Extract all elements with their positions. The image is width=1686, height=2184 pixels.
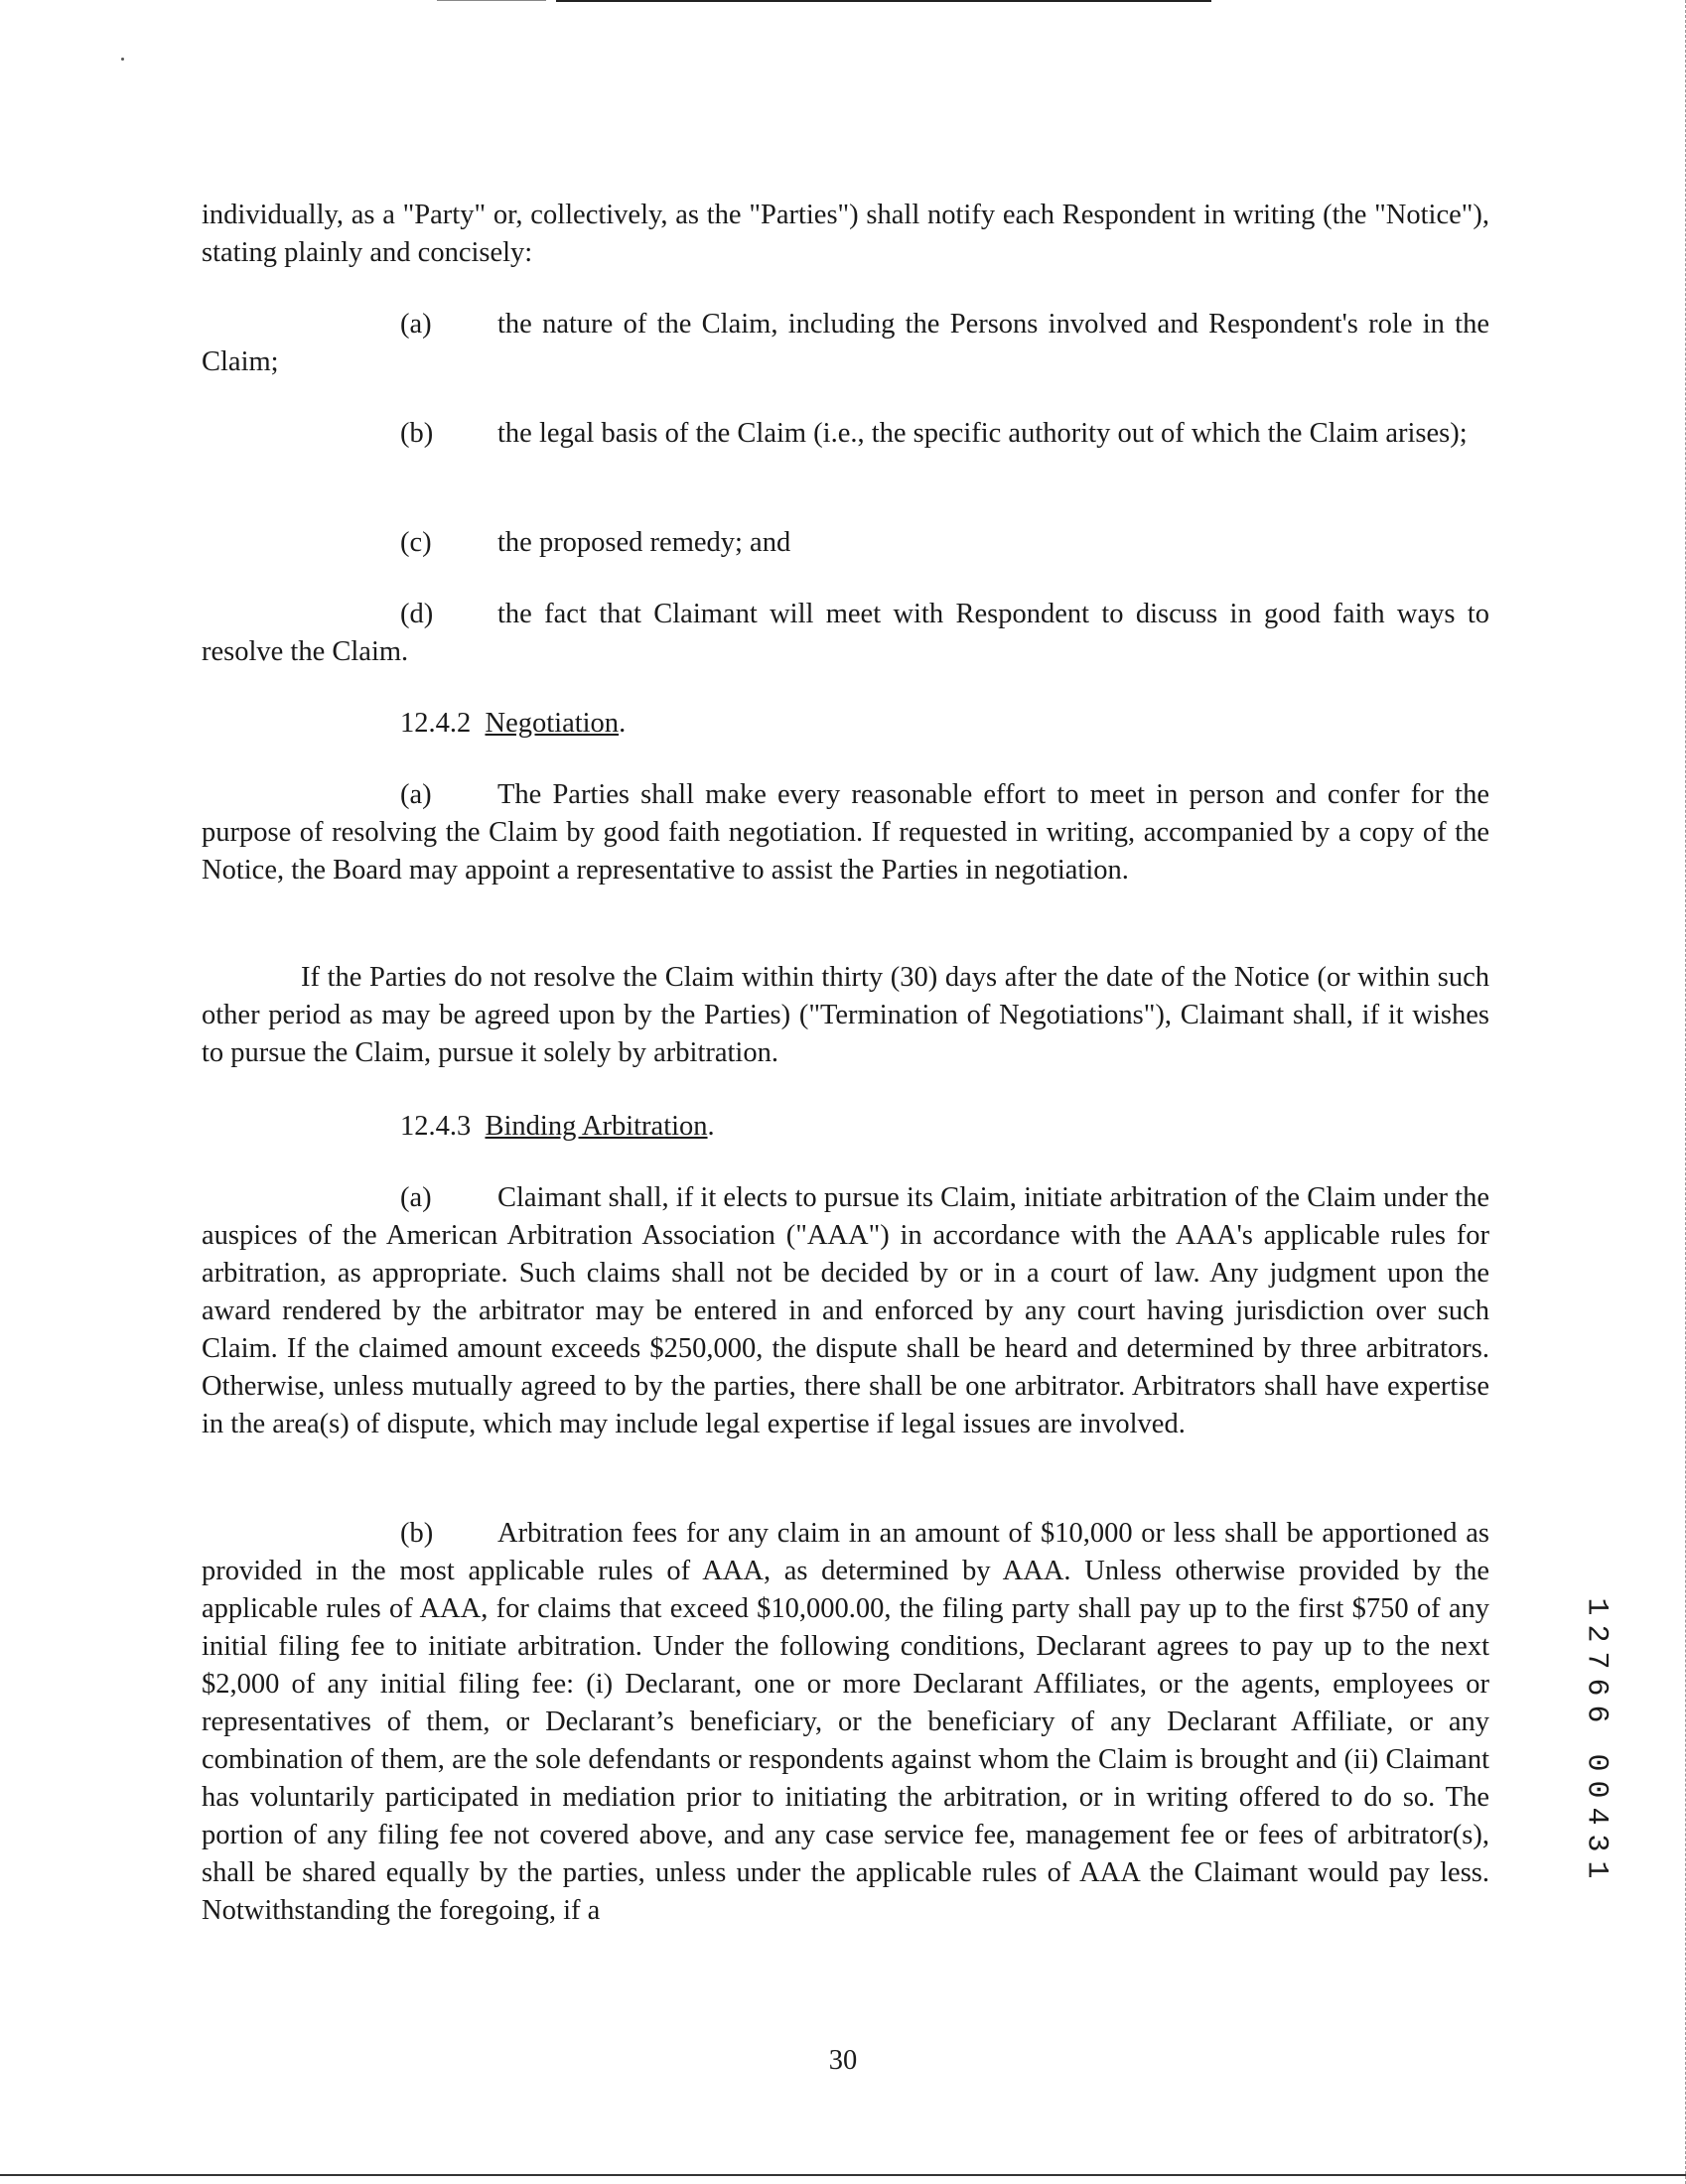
margin-digit: 0 — [1579, 1780, 1614, 1799]
page-number: 30 — [828, 2045, 858, 2076]
section-number: 12.4.2 — [400, 708, 472, 739]
item-text: Arbitration fees for any claim in an amount of $10,000 or less shall be apportioned as provided in the most applicable rules of AAA, as determined by AAA. Unless otherwise provided by the applicable rules of AAA, for claims that exceed $10,000.00, the filing party shall pay up to the first $750 of any initial filing fee to initiate arbitration. Under the following conditions, Declarant agrees to pay up to the next $2,000 of any initial filing fee: (i) Declarant, one or more Declarant Affiliates, or the agents, employees or representatives of them, or Declarant’s beneficiary, or the beneficiary of any Declarant Affiliate, or any combination of them, are the sole defendants or respondents against whom the Claim is brought and (ii) Claimant has voluntarily participated in mediation prior to initiating the arbitration, or in writing offered to do so. The portion of any filing fee not covered above, and any case service fee, management fee or fees of arbitrator(s), shall be shared equally by the parties, unless under the applicable rules of AAA the Claimant would pay less. Notwithstanding the foregoing, if a — [202, 1518, 1489, 1926]
notice-item-a — [202, 306, 1489, 381]
arbitration-item-b — [202, 1515, 1489, 1930]
intro-paragraph: individually, as a "Party" or, collectively, as the "Parties") shall notify each Respondent in writing (the "Notice"), stating plainly and concisely: — [202, 200, 1489, 268]
item-label: (b) — [400, 418, 434, 449]
margin-digit: 2 — [1579, 1624, 1614, 1643]
section-title: Binding Arbitration — [485, 1111, 708, 1142]
item-label: (a) — [400, 1182, 432, 1213]
notice-item-c — [202, 524, 1489, 562]
item-label: (c) — [400, 527, 432, 558]
section-title: Negotiation — [485, 708, 620, 739]
item-text: the fact that Claimant will meet with Respondent to discuss in good faith ways to resolve the Claim. — [202, 599, 1489, 667]
negotiation-item-a — [202, 776, 1489, 889]
margin-digit: 0 — [1579, 1753, 1614, 1772]
margin-digit: 6 — [1579, 1705, 1614, 1723]
scan-artifact-bottom-line — [0, 2174, 1686, 2176]
margin-digit: 6 — [1579, 1678, 1614, 1697]
item-label: (b) — [400, 1518, 434, 1549]
notice-item-d — [202, 596, 1489, 671]
notice-item-b — [202, 415, 1489, 453]
margin-digit: 4 — [1579, 1807, 1614, 1826]
termination-paragraph: If the Parties do not resolve the Claim within thirty (30) days after the date of the Notice (or within such other period as may be agreed upon by the Parties) ("Termination of Negotiations"), Claimant shall, if it wishes to pursue the Claim, pursue it solely by arbitration. — [202, 962, 1489, 1068]
item-text: the nature of the Claim, including the Persons involved and Respondent's role in the Claim; — [202, 309, 1489, 377]
item-label: (d) — [400, 599, 434, 629]
item-text: the legal basis of the Claim (i.e., the specific authority out of which the Claim arises); — [497, 418, 1468, 449]
margin-digit: 1 — [1579, 1597, 1614, 1616]
scan-speck — [121, 58, 124, 61]
item-label: (a) — [400, 309, 432, 340]
item-text: The Parties shall make every reasonable effort to meet in person and confer for the purpose of resolving the Claim by good faith negotiation. If requested in writing, accompanied by a copy of the Notice, the Board may appoint a representative to assist the Parties in negotiation. — [202, 779, 1489, 886]
negotiation-paragraph — [202, 959, 1489, 1072]
document-body — [202, 197, 1489, 272]
margin-digit: 7 — [1579, 1651, 1614, 1670]
section-number: 12.4.3 — [400, 1111, 472, 1142]
arbitration-item-a — [202, 1179, 1489, 1443]
section-heading-negotiation: 12.4.2 Negotiation. — [400, 708, 627, 739]
scan-artifact-top-line — [437, 0, 546, 1]
margin-reference-code — [1579, 1593, 1614, 1883]
item-text: Claimant shall, if it elects to pursue its Claim, initiate arbitration of the Claim under the auspices of the American Arbitration Association ("AAA") in accordance with the AAA's applicable rules for arbitration, as appropriate. Such claims shall not be decided by or in a court of law. Any judgment upon the award rendered by the arbitrator may be entered in and enforced by any court having jurisdiction over such Claim. If the claimed amount exceeds $250,000, the dispute shall be heard and determined by three arbitrators. Otherwise, unless mutually agreed to by the parties, there shall be one arbitrator. Arbitrators shall have expertise in the area(s) of dispute, which may include legal expertise if legal issues are involved. — [202, 1182, 1489, 1439]
margin-digit: 3 — [1579, 1834, 1614, 1852]
item-text: the proposed remedy; and — [497, 527, 791, 558]
item-label: (a) — [400, 779, 432, 810]
margin-digit: 1 — [1579, 1860, 1614, 1879]
scan-artifact-top-line — [556, 0, 1211, 2]
section-heading-arbitration: 12.4.3 Binding Arbitration. — [400, 1111, 715, 1142]
